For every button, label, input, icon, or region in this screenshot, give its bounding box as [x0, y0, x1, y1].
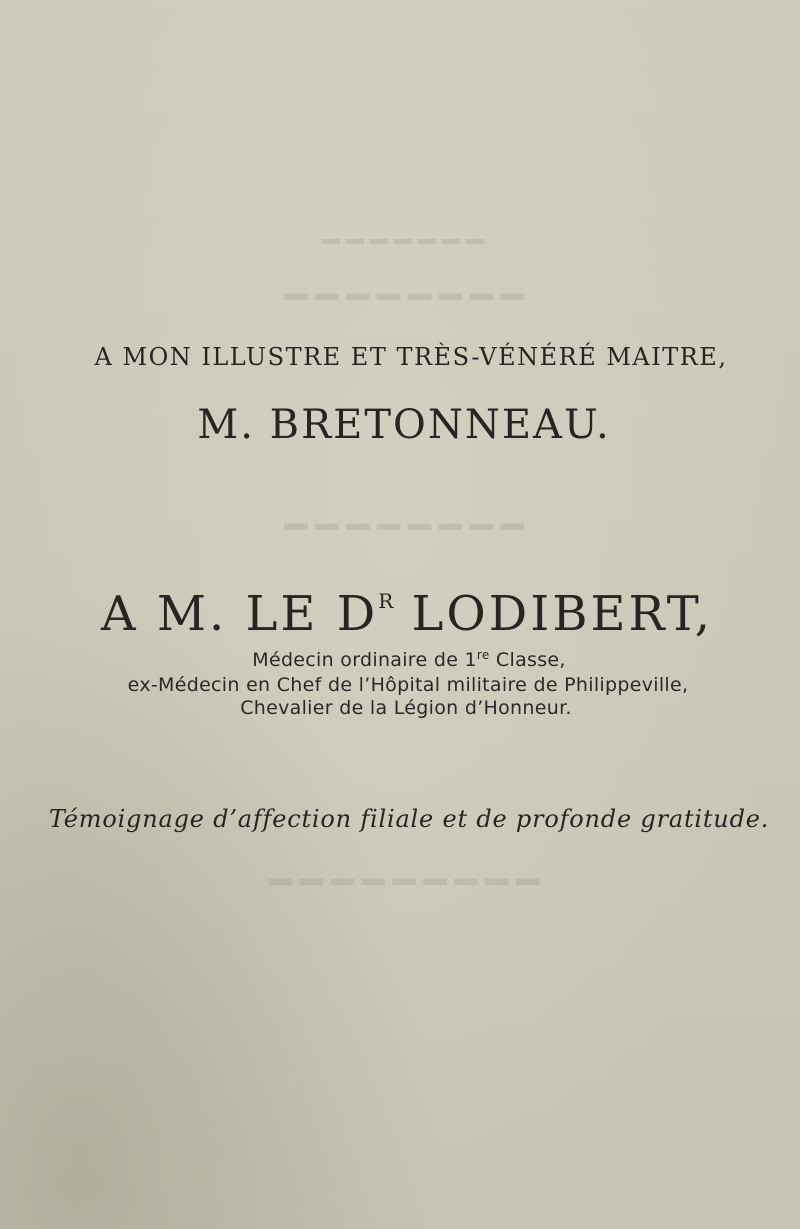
doctor-title-line-1	[0, 648, 800, 671]
dedication-heading-master: A MON ILLUSTRE ET TRÈS-VÉNÉRÉ MAITRE,	[94, 343, 728, 371]
bleed-through-decoration: ━━━━━━━━━	[261, 860, 539, 904]
dedication-heading-suffix: LODIBERT,	[393, 586, 714, 642]
dedication-heading-doctor	[0, 586, 800, 642]
doctor-title-line-3: Chevalier de la Légion d’Honneur.	[240, 697, 572, 719]
bleed-through-decoration: ━━━━━━━	[315, 225, 485, 260]
ordinal-superscript: re	[476, 648, 490, 662]
tribute-line: Témoignage d’affection filiale et de profonde gratitude.	[48, 805, 770, 833]
dedicatee-name-bretonneau: M. BRETONNEAU.	[197, 402, 611, 448]
doctor-abbrev-superscript: R	[378, 589, 394, 613]
bleed-through-decoration: ━━━━━━━━	[276, 505, 524, 549]
dedication-heading-prefix: A M. LE D	[100, 586, 379, 642]
bleed-through-decoration: ━━━━━━━━	[276, 275, 524, 319]
title-line-1-suffix: Classe,	[489, 649, 566, 671]
title-line-1-prefix: Médecin ordinaire de 1	[252, 649, 477, 671]
doctor-title-line-2: ex-Médecin en Chef de l’Hôpital militaire de Philippeville,	[127, 674, 689, 696]
